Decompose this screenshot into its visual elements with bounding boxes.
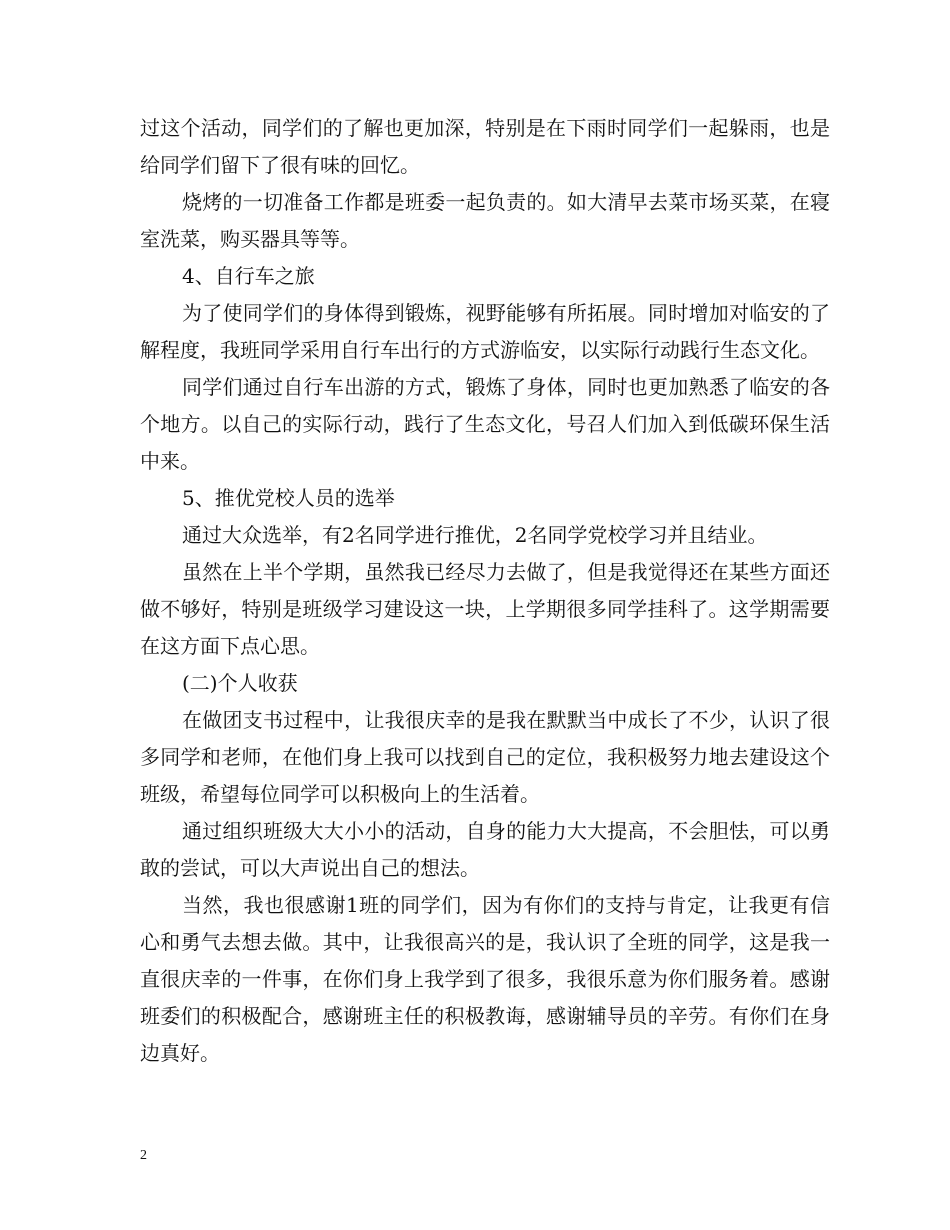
paragraph: 通过大众选举，有2名同学进行推优，2名同学党校学习并且结业。 [182,523,768,547]
paragraph: 为了使同学们的身体得到锻炼，视野能够有所拓展。同时增加对临安的了解程度，我班同学采用自行车出行的方式游临安，以实际行动践行生态文化。 [140,301,830,362]
paragraph: 在做团支书过程中，让我很庆幸的是我在默默当中成长了不少，认识了很多同学和老师，在他们身上我可以找到自己的定位，我积极努力地去建设这个班级，希望每位同学可以积极向上的生活着。 [140,708,830,806]
section-heading: 4、自行车之旅 [182,264,315,288]
section-heading: (二)个人收获 [182,671,298,695]
paragraph: 当然，我也很感谢1班的同学们，因为有你们的支持与肯定，让我更有信心和勇气去想去做。其中，让我很高兴的是，我认识了全班的同学，这是我一直很庆幸的一件事，在你们身上我学到了很多，我很乐意为你们服务着。感谢班委们的积极配合，感谢班主任的积极教诲，感谢辅导员的辛劳。有你们在身边真好。 [140,893,830,1065]
paragraph: 过这个活动，同学们的了解也更加深，特别是在下雨时同学们一起躲雨，也是给同学们留下了很有味的回忆。 [140,116,830,177]
section-heading: 5、推优党校人员的选举 [182,486,395,510]
paragraph: 通过组织班级大大小小的活动，自身的能力大大提高，不会胆怯，可以勇敢的尝试，可以大声说出自己的想法。 [140,819,830,880]
paragraph: 虽然在上半个学期，虽然我已经尽力去做了，但是我觉得还在某些方面还做不够好，特别是班级学习建设这一块，上学期很多同学挂科了。这学期需要在这方面下点心思。 [140,560,830,658]
paragraph: 同学们通过自行车出游的方式，锻炼了身体，同时也更加熟悉了临安的各个地方。以自己的实际行动，践行了生态文化，号召人们加入到低碳环保生活中来。 [140,375,830,473]
page-number: 2 [140,1148,147,1163]
body-text [140,110,830,1072]
paragraph: 烧烤的一切准备工作都是班委一起负责的。如大清早去菜市场买菜，在寝室洗菜，购买器具等等。 [140,190,830,251]
